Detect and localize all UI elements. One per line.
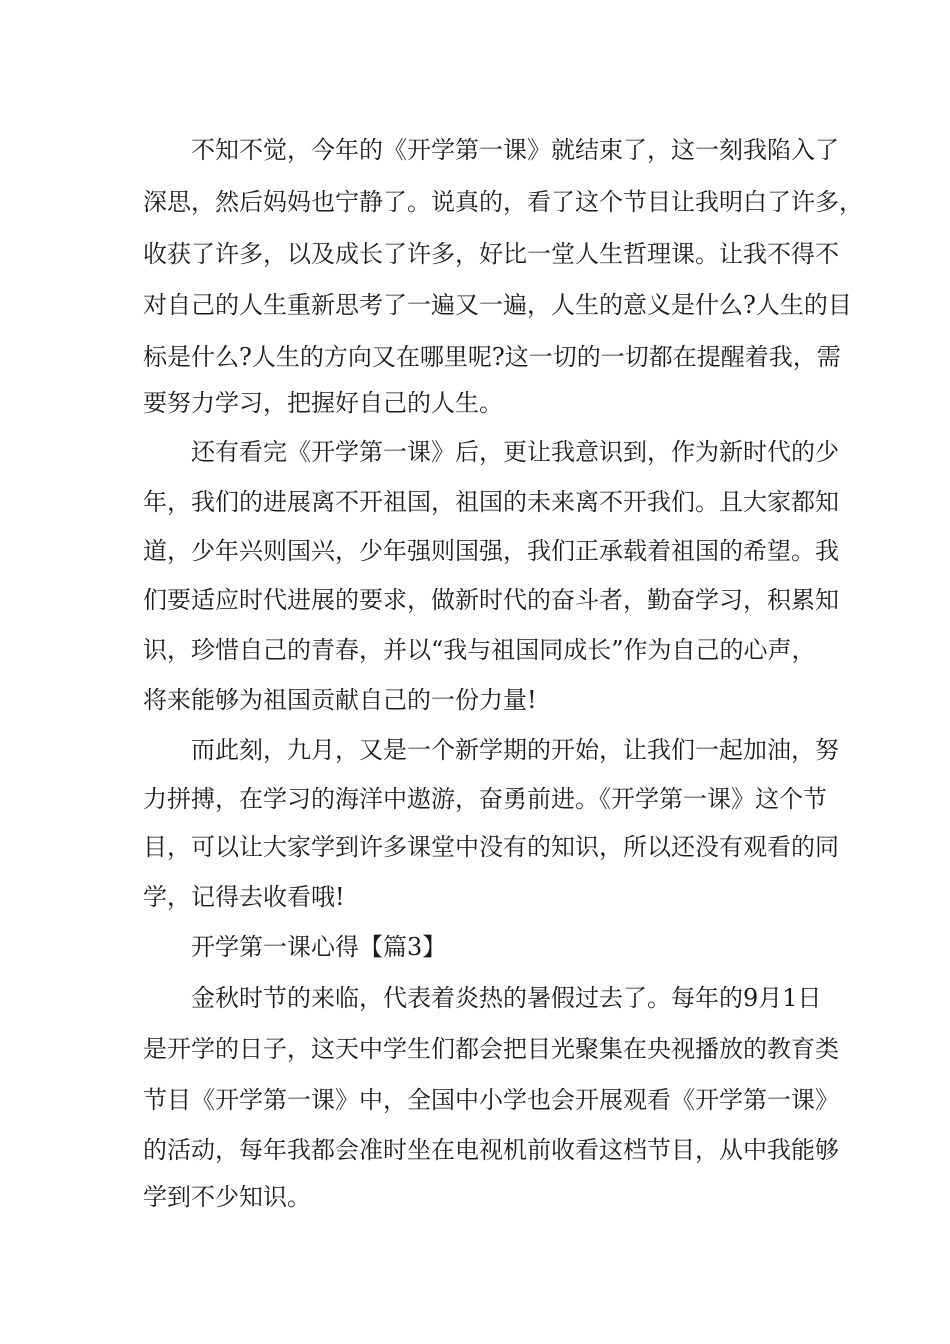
paragraph-2-line-4: 们要适应时代进展的要求，做新时代的奋斗者，勤奋学习，积累知 [143, 586, 839, 614]
paragraph-3-line-2: 力拼搏，在学习的海洋中遨游，奋勇前进。《开学第一课》这个节 [143, 785, 827, 813]
paragraph-1-line-1: 不知不觉，今年的《开学第一课》就结束了，这一刻我陷入了 [191, 136, 839, 164]
paragraph-1-line-5: 标是什么?人生的方向又在哪里呢?这一切的一切都在提醒着我，需 [143, 343, 841, 371]
paragraph-3-line-3: 目，可以让大家学到许多课堂中没有的知识，所以还没有观看的同 [143, 833, 839, 861]
section-heading: 开学第一课心得【篇3】 [191, 933, 447, 961]
paragraph-5-line-1: 金秋时节的来临，代表着炎热的暑假过去了。每年的9月1日 [191, 984, 822, 1012]
paragraph-2-line-3: 道，少年兴则国兴，少年强则国强，我们正承载着祖国的希望。我 [143, 537, 839, 565]
paragraph-1-line-4: 对自己的人生重新思考了一遍又一遍，人生的意义是什么?人生的目 [143, 291, 852, 319]
paragraph-3-line-1: 而此刻，九月，又是一个新学期的开始，让我们一起加油，努 [191, 736, 839, 764]
paragraph-5-line-5: 学到不少知识。 [143, 1183, 311, 1211]
paragraph-1-line-6: 要努力学习，把握好自己的人生。 [143, 389, 503, 417]
paragraph-2-line-6: 将来能够为祖国贡献自己的一份力量! [143, 686, 537, 714]
paragraph-1-line-3: 收获了许多，以及成长了许多，好比一堂人生哲理课。让我不得不 [143, 240, 839, 268]
paragraph-2-line-5: 识，珍惜自己的青春，并以“我与祖国同成长”作为自己的心声， [143, 636, 816, 664]
paragraph-5-line-2: 是开学的日子，这天中学生们都会把目光聚集在央视播放的教育类 [143, 1035, 839, 1063]
paragraph-5-line-3: 节目《开学第一课》中，全国中小学也会开展观看《开学第一课》 [143, 1086, 839, 1114]
paragraph-3-line-4: 学，记得去收看哦! [143, 883, 345, 911]
paragraph-5-line-4: 的活动，每年我都会准时坐在电视机前收看这档节目，从中我能够 [143, 1136, 839, 1164]
paragraph-2-line-1: 还有看完《开学第一课》后，更让我意识到，作为新时代的少 [191, 438, 839, 466]
paragraph-1-line-2: 深思，然后妈妈也宁静了。说真的，看了这个节目让我明白了许多， [143, 188, 863, 216]
paragraph-2-line-2: 年，我们的进展离不开祖国，祖国的未来离不开我们。且大家都知 [143, 488, 839, 516]
